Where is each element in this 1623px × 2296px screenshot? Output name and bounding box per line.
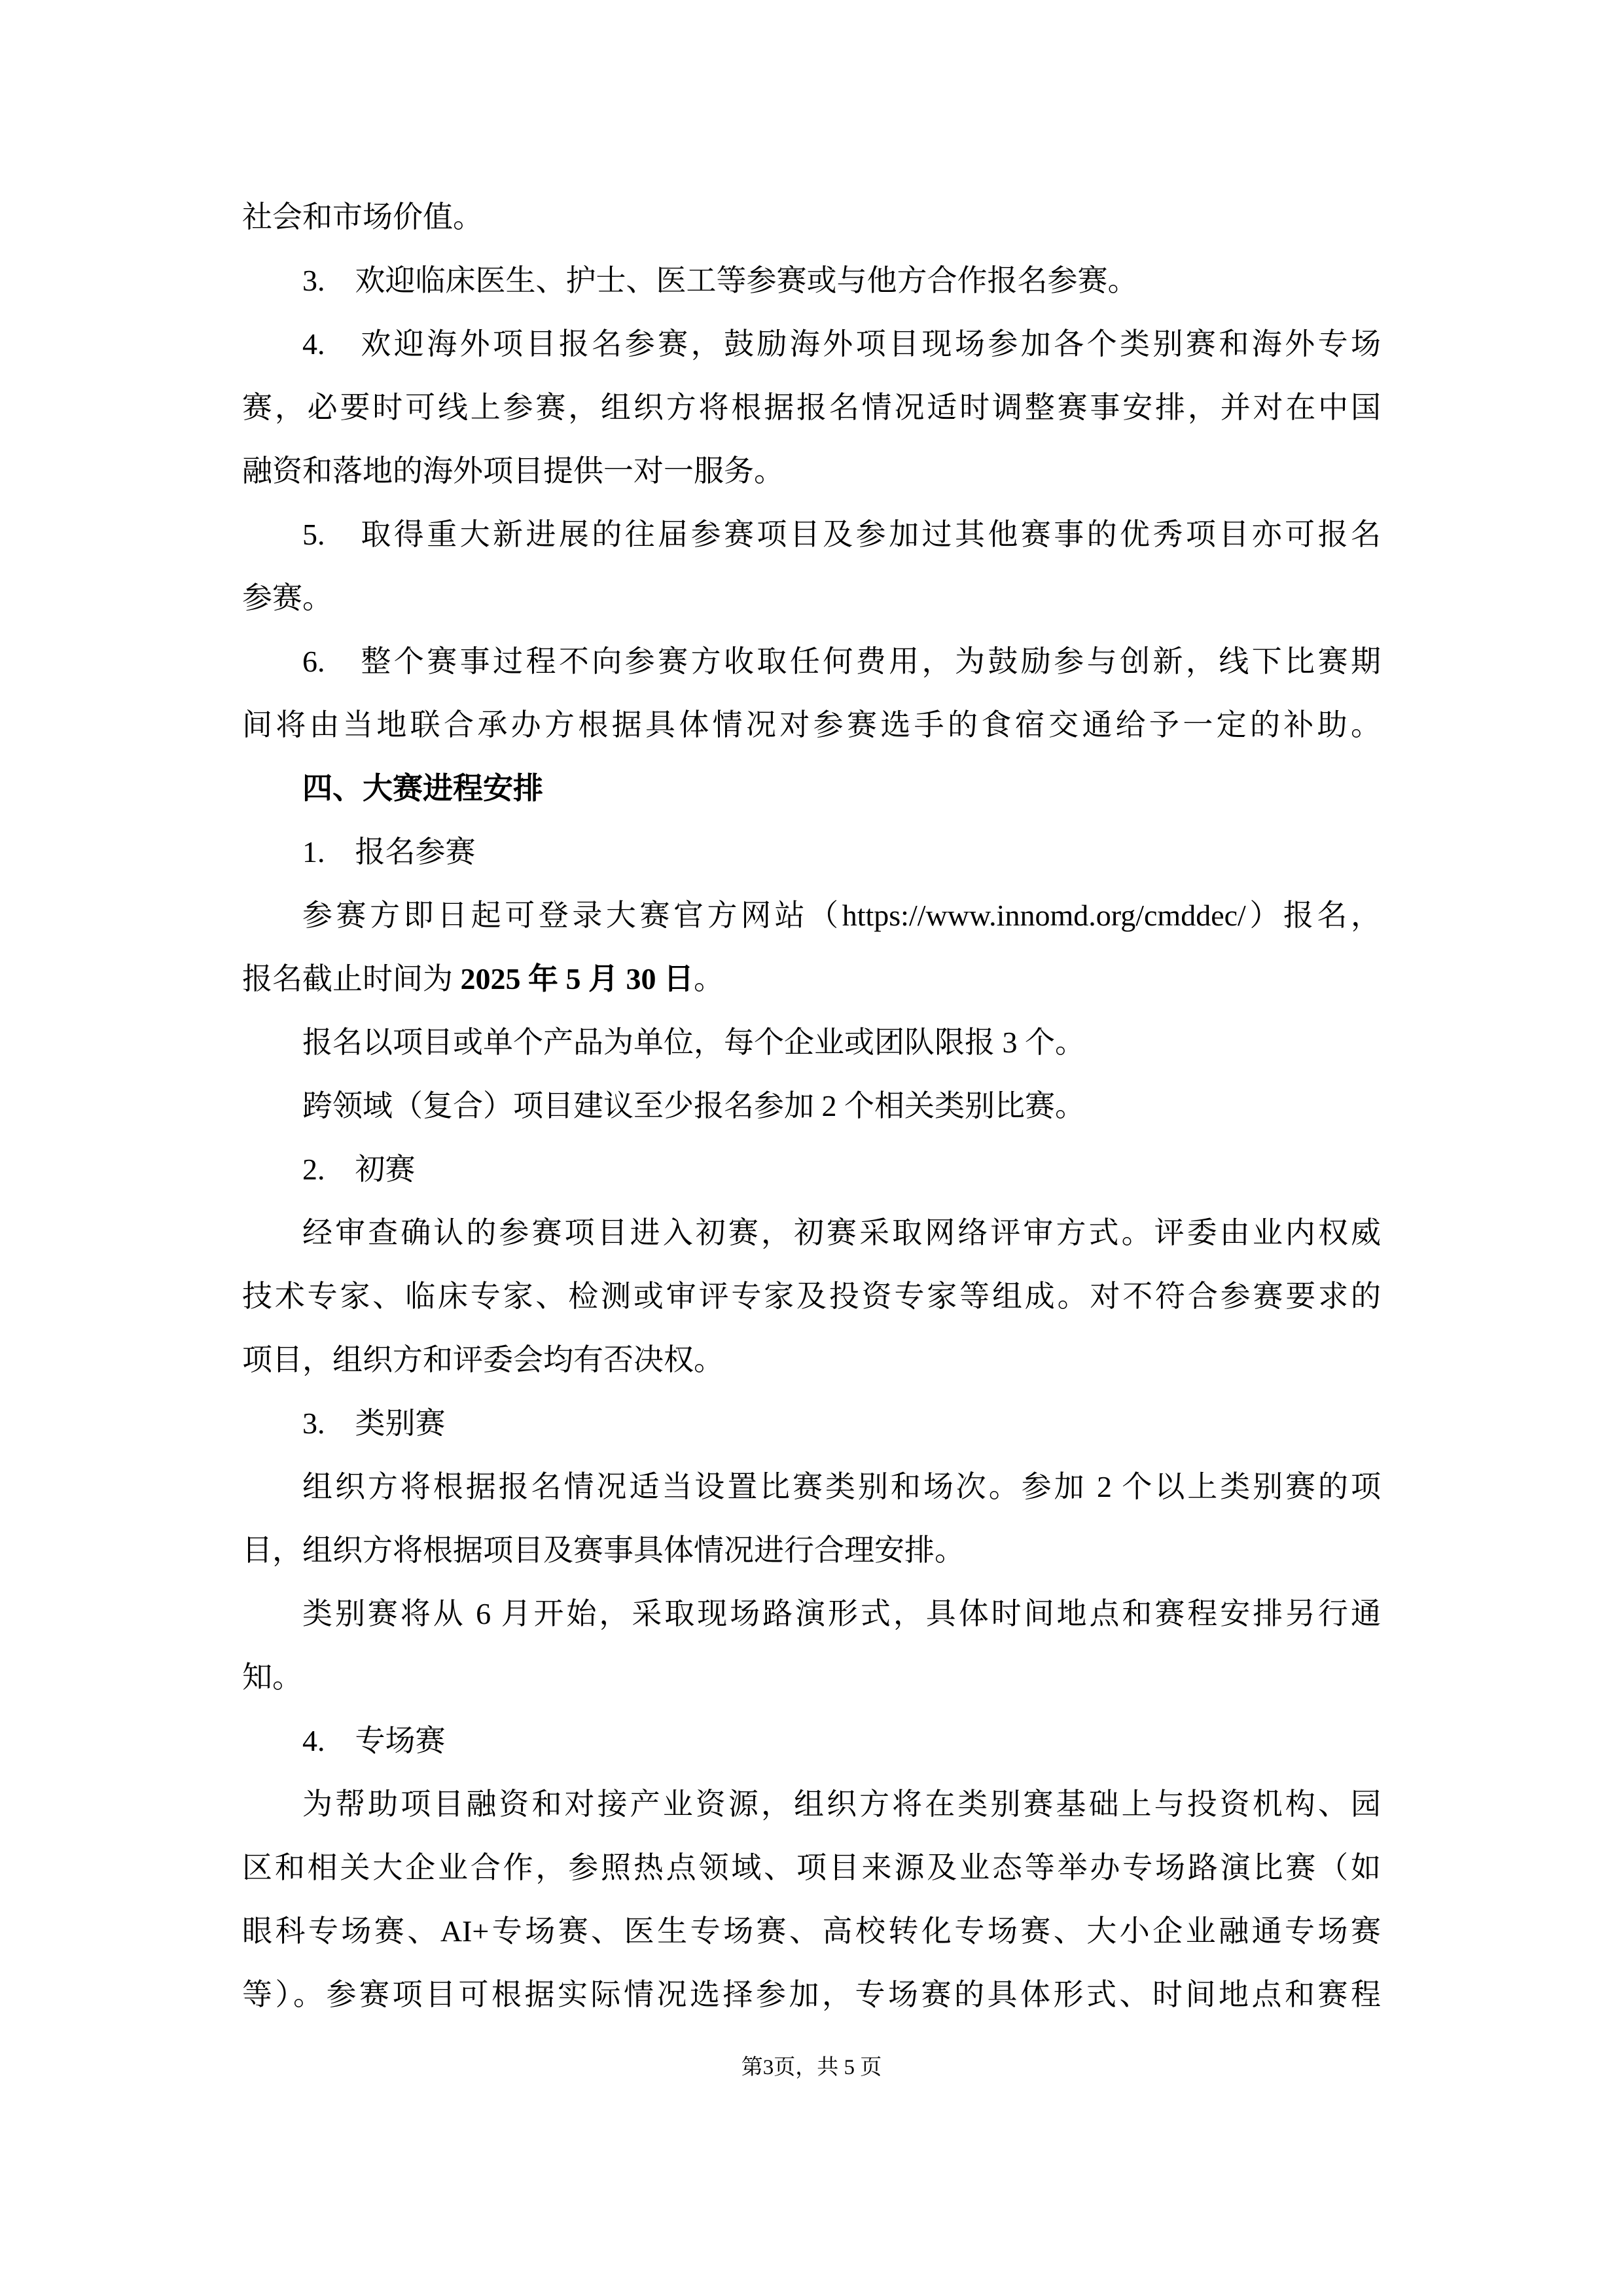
text-line: 知。 bbox=[242, 1660, 302, 1694]
text-line: 报名以项目或单个产品为单位，每个企业或团队限报 3 个。 bbox=[302, 1026, 1085, 1059]
list-item: 5. 取得重大新进展的往届参赛项目及参加过其他赛事的优秀项目亦可报名 bbox=[302, 518, 1381, 551]
text-line: 组织方将根据报名情况适当设置比赛类别和场次。参加 2 个以上类别赛的项 bbox=[302, 1470, 1381, 1503]
page-footer: 第3页，共 5 页 bbox=[741, 2056, 882, 2079]
deadline-suffix: 。 bbox=[694, 962, 724, 996]
sub-item-heading: 1. 报名参赛 bbox=[302, 835, 476, 869]
list-item: 4. 欢迎海外项目报名参赛，鼓励海外项目现场参加各个类别赛和海外专场 bbox=[302, 327, 1381, 361]
text-line: 等）。参赛项目可根据实际情况选择参加，专场赛的具体形式、时间地点和赛程 bbox=[242, 1978, 1381, 2011]
text-line-with-url: 参赛方即日起可登录大赛官方网站（https://www.innomd.org/cmddec/）报名， bbox=[302, 899, 1381, 932]
deadline-prefix: 报名截止时间为 bbox=[242, 962, 461, 996]
text-line: 经审查确认的参赛项目进入初赛，初赛采取网络评审方式。评委由业内权威 bbox=[302, 1216, 1381, 1249]
text-line: 跨领域（复合）项目建议至少报名参加 2 个相关类别比赛。 bbox=[302, 1089, 1085, 1122]
text-line: 参赛。 bbox=[242, 581, 332, 615]
section-heading: 四、大赛进程安排 bbox=[302, 771, 543, 805]
text-line: 类别赛将从 6 月开始，采取现场路演形式，具体时间地点和赛程安排另行通 bbox=[302, 1597, 1381, 1630]
document-body bbox=[242, 185, 1381, 2026]
deadline-date: 2025 年 5 月 30 日 bbox=[460, 962, 694, 996]
sub-item-heading: 3. 类别赛 bbox=[302, 1407, 446, 1440]
text-line: 目，组织方将根据项目及赛事具体情况进行合理安排。 bbox=[242, 1534, 965, 1567]
text-line: 社会和市场价值。 bbox=[242, 200, 483, 234]
text-line: 为帮助项目融资和对接产业资源，组织方将在类别赛基础上与投资机构、园 bbox=[302, 1787, 1381, 1821]
text-line: 间将由当地联合承办方根据具体情况对参赛选手的食宿交通给予一定的补助。 bbox=[242, 708, 1381, 742]
text-line: 融资和落地的海外项目提供一对一服务。 bbox=[242, 454, 784, 488]
list-item: 6. 整个赛事过程不向参赛方收取任何费用，为鼓励参与创新，线下比赛期 bbox=[302, 645, 1381, 678]
list-item: 3. 欢迎临床医生、护士、医工等参赛或与他方合作报名参赛。 bbox=[302, 264, 1138, 297]
text-line: 眼科专场赛、AI+专场赛、医生专场赛、高校转化专场赛、大小企业融通专场赛 bbox=[242, 1914, 1381, 1948]
text-line: 赛，必要时可线上参赛，组织方将根据报名情况适时调整赛事安排，并对在中国 bbox=[242, 391, 1381, 424]
text-line: 项目，组织方和评委会均有否决权。 bbox=[242, 1343, 724, 1376]
text-line: 区和相关大企业合作，参照热点领域、项目来源及业态等举办专场路演比赛（如 bbox=[242, 1851, 1381, 1884]
sub-item-heading: 2. 初赛 bbox=[302, 1153, 416, 1186]
sub-item-heading: 4. 专场赛 bbox=[302, 1724, 446, 1757]
deadline-line bbox=[242, 947, 1381, 1011]
text-line: 技术专家、临床专家、检测或审评专家及投资专家等组成。对不符合参赛要求的 bbox=[242, 1280, 1381, 1313]
